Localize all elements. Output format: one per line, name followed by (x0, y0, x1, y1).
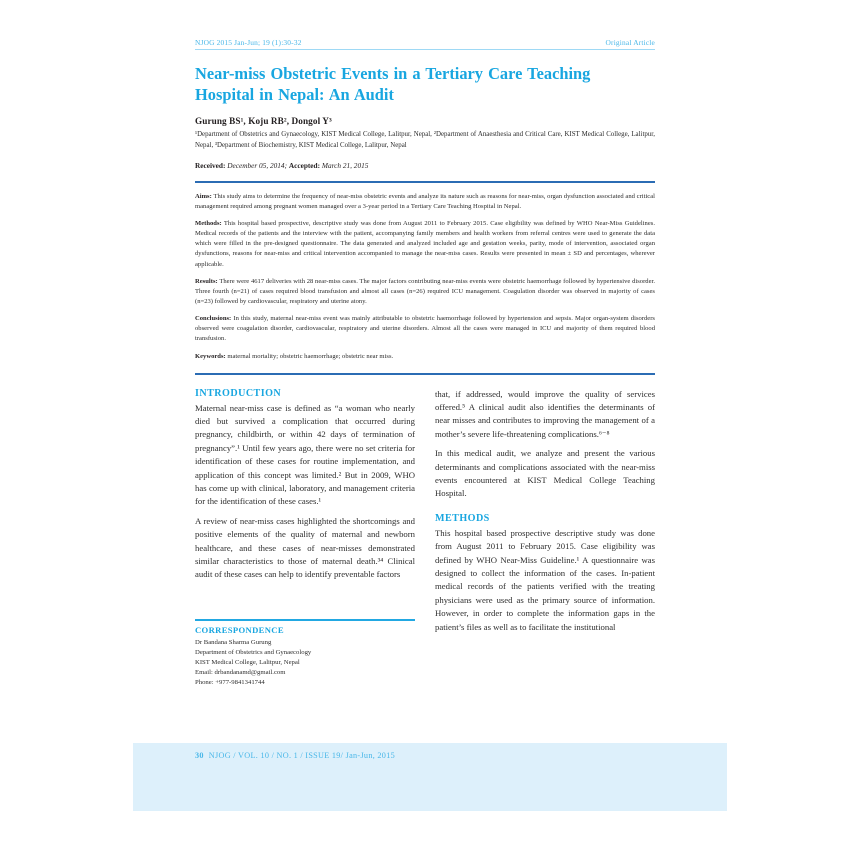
abstract-conclusions (195, 314, 655, 344)
abstract (195, 192, 655, 362)
section-heading-methods: METHODS (435, 512, 490, 524)
abstract-aims-label: Aims: (195, 192, 212, 200)
correspondence-institution: KIST Medical College, Lalitpur, Nepal (195, 659, 300, 667)
footer-citation (195, 751, 395, 760)
running-head-article-type: Original Article (605, 38, 655, 47)
correspondence-box (195, 619, 415, 687)
section-heading-introduction: INTRODUCTION (195, 387, 282, 399)
abstract-methods-text: This hospital based prospective, descriptive study was done from August 2011 to February 2015. Case eligibility was defined by WHO Near-Miss Guidelines. Medical records of the patients and the interview with the patient, accompanying family members and health workers from referral centres were used to generate the data which were filled in the pre-designed questionnaire. The data generated and analyzed included age and gestation weeks, parity, mode of intervention, associated organ dysfunctions, reasons for near-miss and critical intervention accompanied to manage the near-miss cases. Results were presented in mean ± SD and percentages, wherever applicable. (195, 220, 655, 268)
methods-paragraph-1: This hospital based prospective descriptive study was done from August 2011 to February 2015. Case eligibility was defined by WHO Near-Miss Guideline.¹ A questionnaire was designed to collect the information of the cases. In-patient medical records of the patients verified with the treating physicians were used as the primary source of information. However, in order to complete the information gaps in the patient’s files as well as to facilitate the institutional (435, 527, 655, 632)
abstract-aims-text: This study aims to determine the frequency of near-miss obstetric events and analyze its nature such as reasons for near-miss, organ dysfunction associated and critical management required among pregnant women managed over a 3-year period in a Tertiary Care Teaching Hospital in Nepal. (195, 192, 655, 210)
abstract-methods-label: Methods: (195, 220, 222, 228)
received-date: December 05, 2014; (227, 160, 287, 170)
abstract-bottom-rule (195, 373, 655, 375)
abstract-conclusions-label: Conclusions: (195, 315, 232, 323)
abstract-conclusions-text: In this study, maternal near-miss event was mainly attributable to obstetric haemorrhage followed by hypertension and sepsis. Major organ-system disorders observed were coagulation disorder, cardiovascular, respiratory and uterine disorders. Almost all the cases were managed in ICU and majority of them required blood transfusion. (195, 315, 655, 343)
body-column-right (435, 388, 655, 688)
article-title-line-1: Near-miss Obstetric Events in a Tertiary Care Teaching (195, 64, 591, 83)
intro-paragraph-1: Maternal near-miss case is defined as “a woman who nearly died but survived a complication that occurred during pregnancy, childbirth, or within 42 days of termination of pregnancy”.¹ Until few years ago, there were no set criteria for identification of these cases for routine implementation, and application of this concept was limited.² But in 2009, WHO has come up with clinical, laboratory, and management criteria for the identification of these cases.¹ (195, 402, 415, 507)
abstract-keywords-text: maternal mortality; obstetric haemorrhage; obstetric near miss. (225, 352, 394, 360)
intro-paragraph-4: In this medical audit, we analyze and present the various determinants and complications associated with the near-miss events encountered at KIST Medical College Teaching Hospital. (435, 448, 655, 499)
abstract-results-text: There were 4617 deliveries with 28 near-miss cases. The major factors contributing near-miss events were obstetric haemorrhage followed by hypertensive disorder. Three fourth (n=21) of cases required blood transfusion and almost all cases (n=26) required ICU management. Coagulation disorder was observed in majority of cases (n=23) followed by cardiovascular, respiratory and uterine atony. (195, 277, 655, 305)
author-list: Gurung BS¹, Koju RB², Dongol Y³ (195, 116, 332, 127)
received-label: Received: (195, 160, 226, 170)
abstract-keywords (195, 352, 655, 362)
correspondence-name: Dr Bandana Sharma Gurung (195, 639, 272, 647)
abstract-top-rule (195, 181, 655, 183)
accepted-date: March 21, 2015 (321, 160, 369, 170)
body-columns (195, 388, 655, 688)
intro-paragraph-2: A review of near-miss cases highlighted the shortcomings and positive elements of the quality of maternal and newborn healthcare, and these cases of near-misses demonstrated similar characteristics to those of maternal death.³⁴ Clinical audit of these cases can help to identify preventable factors (195, 515, 415, 580)
running-head (195, 0, 655, 50)
correspondence-department: Department of Obstetrics and Gynaecology (195, 649, 312, 657)
accepted-label: Accepted: (288, 160, 321, 170)
abstract-keywords-label: Keywords: (195, 352, 226, 360)
article-title (195, 63, 655, 105)
running-head-citation: NJOG 2015 Jan-Jun; 19 (1):30-32 (195, 38, 302, 47)
abstract-results (195, 277, 655, 307)
intro-paragraph-3: that, if addressed, would improve the quality of services offered.⁵ A clinical audit also identifies the determinants of near misses and contributes to improving the management of a mother’s severe life-threatening complications.⁶⁻⁸ (435, 388, 655, 439)
abstract-methods (195, 219, 655, 270)
body-column-left (195, 388, 415, 688)
article-title-line-2: Hospital in Nepal: An Audit (195, 85, 394, 105)
submission-dates (195, 161, 655, 170)
author-affiliations: ¹Department of Obstetrics and Gynaecology, KIST Medical College, Lalitpur, Nepal, ²Department of Anaesthesia and Critical Care, KIST Medical College, Lalitpur, Nepal, ³Department of Biochemistry, KIST Medical College, Lalitpur, Nepal (195, 131, 655, 149)
correspondence-email: Email: drbandanamd@gmail.com (195, 669, 286, 677)
footer-page-number: 30 (195, 751, 204, 760)
correspondence-heading: CORRESPONDENCE (195, 625, 284, 636)
page-content (195, 0, 655, 843)
footer-band (133, 743, 727, 811)
footer-journal-citation: NJOG / VOL. 10 / NO. 1 / ISSUE 19/ Jan-Jun, 2015 (208, 751, 395, 760)
correspondence-phone: Phone: +977-9841341744 (195, 678, 265, 686)
abstract-results-label: Results: (195, 277, 218, 285)
abstract-aims (195, 192, 655, 212)
